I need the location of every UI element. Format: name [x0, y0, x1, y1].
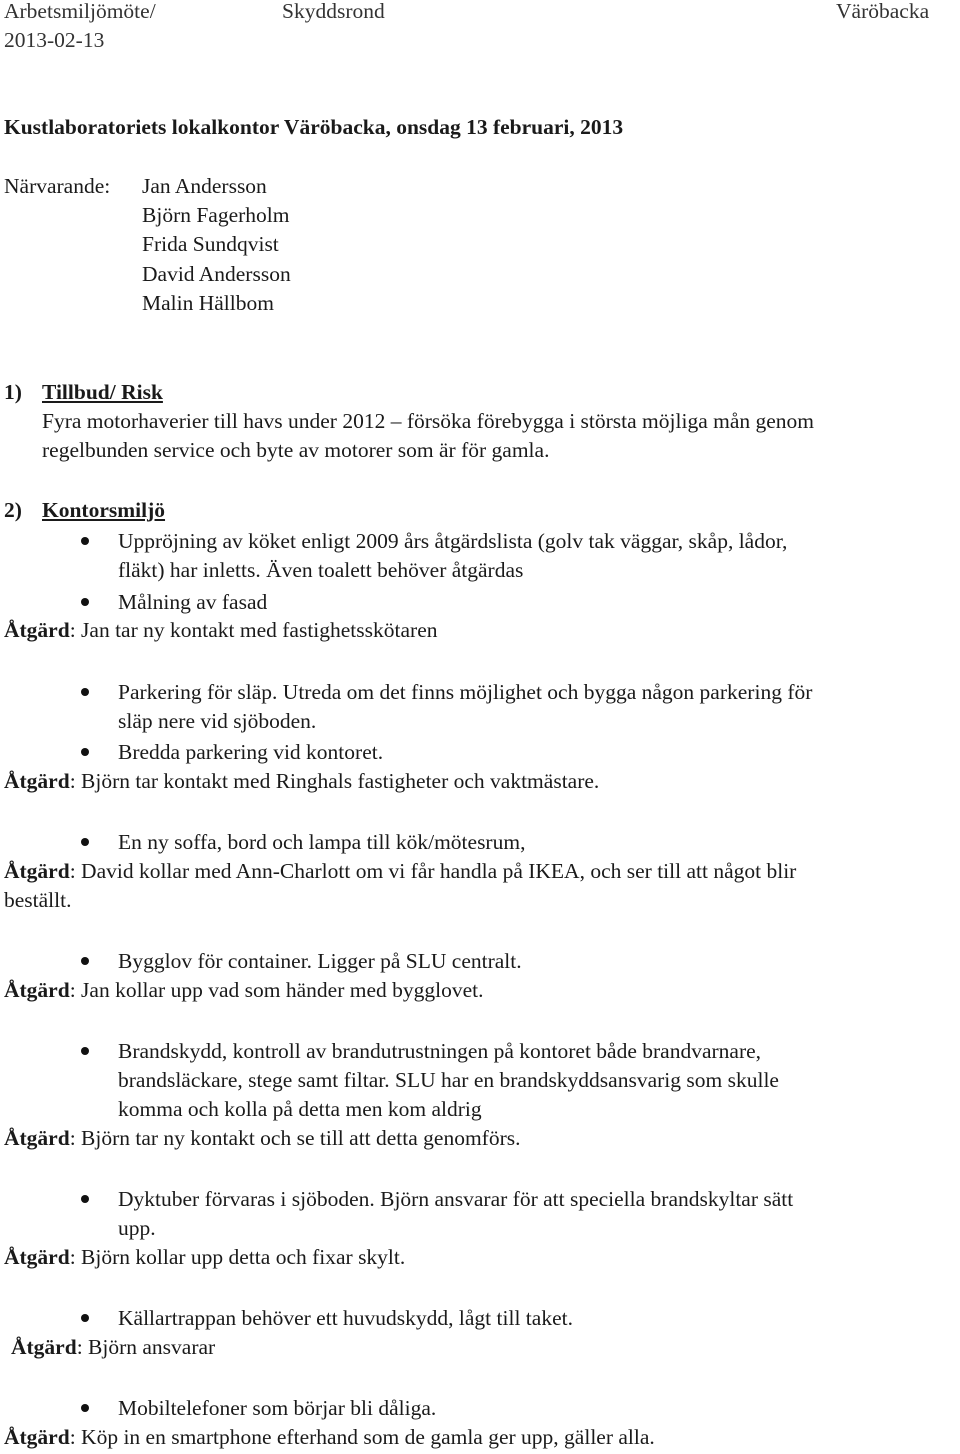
action-label: Åtgärd: [4, 859, 70, 883]
action-line: [4, 616, 438, 644]
attendee-name: Frida Sundqvist: [142, 232, 279, 256]
section-1-text: Fyra motorhaverier till havs under 2012 – försöka förebygga i största möjliga mån genom: [42, 409, 815, 433]
action-text: : Jan tar ny kontakt med fastighetsskötaren: [69, 618, 438, 642]
action-line: [11, 1333, 215, 1361]
header-doc-type: Arbetsmiljömöte/: [4, 0, 156, 23]
bullet-text: komma och kolla på detta men kom aldrig: [118, 1097, 482, 1121]
action-line: [4, 767, 599, 795]
bullet-text: Brandskydd, kontroll av brandutrustningen på kontoret både brandvarnare,: [118, 1039, 762, 1063]
attendee-name: David Andersson: [142, 262, 291, 286]
action-line: [4, 976, 483, 1004]
section-2-number: 2): [4, 498, 22, 522]
bullet-icon: [81, 1314, 89, 1322]
action-line: [4, 1124, 521, 1152]
bullet-text: En ny soffa, bord och lampa till kök/mötesrum,: [118, 830, 526, 854]
bullet-text: fläkt) har inletts. Även toalett behöver åtgärdas: [118, 558, 524, 582]
bullet-icon: [81, 957, 89, 965]
action-line: [4, 1423, 655, 1451]
page-title: Kustlaboratoriets lokalkontor Väröbacka, onsdag 13 februari, 2013: [4, 115, 624, 139]
action-text: : Björn tar ny kontakt och se till att detta genomförs.: [69, 1126, 521, 1150]
action-text: : Björn tar kontakt med Ringhals fastigheter och vaktmästare.: [69, 769, 600, 793]
bullet-icon: [81, 688, 89, 696]
section-2-heading: Kontorsmiljö: [42, 498, 166, 522]
attendees-label: Närvarande:: [4, 174, 111, 198]
action-text: : Björn kollar upp detta och fixar skylt.: [69, 1245, 406, 1269]
bullet-icon: [81, 598, 89, 606]
bullet-icon: [81, 1404, 89, 1412]
action-text: : Björn ansvarar: [76, 1335, 216, 1359]
bullet-text: Källartrappan behöver ett huvudskydd, lågt till taket.: [118, 1306, 573, 1330]
bullet-text: Mobiltelefoner som börjar bli dåliga.: [118, 1396, 437, 1420]
header-center: Skyddsrond: [282, 0, 385, 23]
attendee-name: Björn Fagerholm: [142, 203, 290, 227]
action-label: Åtgärd: [11, 1335, 77, 1359]
action-text: : David kollar med Ann-Charlott om vi får handla på IKEA, och ser till att något blir: [69, 859, 797, 883]
action-text: : Jan kollar upp vad som händer med bygglovet.: [69, 978, 484, 1002]
bullet-icon: [81, 537, 89, 545]
bullet-text: släp nere vid sjöboden.: [118, 709, 317, 733]
header-location: Väröbacka: [836, 0, 930, 23]
bullet-text: Parkering för släp. Utreda om det finns möjlighet och bygga någon parkering för: [118, 680, 813, 704]
bullet-text: Bygglov för container. Ligger på SLU centralt.: [118, 949, 522, 973]
section-1-text: regelbunden service och byte av motorer som är för gamla.: [42, 438, 550, 462]
bullet-text: upp.: [118, 1216, 156, 1240]
action-label: Åtgärd: [4, 1245, 70, 1269]
bullet-text: brandsläckare, stege samt filtar. SLU har en brandskyddsansvarig som skulle: [118, 1068, 779, 1092]
action-text: : Köp in en smartphone efterhand som de gamla ger upp, gäller alla.: [69, 1425, 655, 1449]
action-label: Åtgärd: [4, 1425, 70, 1449]
action-label: Åtgärd: [4, 769, 70, 793]
bullet-text: Målning av fasad: [118, 590, 268, 614]
action-line: [4, 857, 796, 885]
action-text: beställt.: [4, 888, 72, 912]
section-1-heading: Tillbud/ Risk: [42, 380, 163, 404]
header-date: 2013-02-13: [4, 28, 105, 52]
action-label: Åtgärd: [4, 1126, 70, 1150]
action-label: Åtgärd: [4, 618, 70, 642]
bullet-icon: [81, 1195, 89, 1203]
bullet-text: Bredda parkering vid kontoret.: [118, 740, 384, 764]
bullet-icon: [81, 748, 89, 756]
section-1-number: 1): [4, 380, 22, 404]
bullet-text: Dyktuber förvaras i sjöboden. Björn ansvarar för att speciella brandskyltar sätt: [118, 1187, 794, 1211]
action-line: [4, 1243, 405, 1271]
attendee-name: Malin Hällbom: [142, 291, 274, 315]
action-label: Åtgärd: [4, 978, 70, 1002]
bullet-text: Uppröjning av köket enligt 2009 års åtgärdslista (golv tak väggar, skåp, lådor,: [118, 529, 788, 553]
attendee-name: Jan Andersson: [142, 174, 267, 198]
bullet-icon: [81, 838, 89, 846]
bullet-icon: [81, 1047, 89, 1055]
